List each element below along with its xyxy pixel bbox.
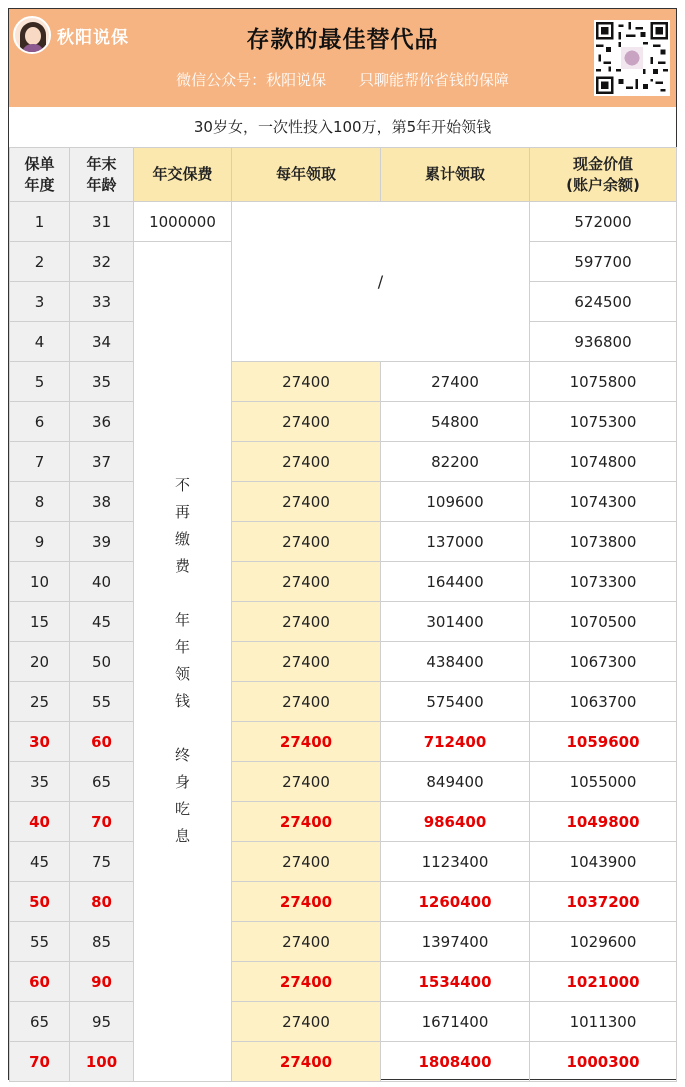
table-row <box>10 682 677 722</box>
cell-annual-payout: 27400 <box>232 1042 381 1082</box>
cell-annual-payout: 27400 <box>232 442 381 482</box>
cell-age: 31 <box>70 202 134 242</box>
cell-cumulative-payout: 1808400 <box>381 1042 530 1082</box>
cell-policy-year: 35 <box>10 762 70 802</box>
note-char: 年 <box>174 611 190 629</box>
cell-policy-year: 6 <box>10 402 70 442</box>
cell-cumulative-payout: 301400 <box>381 602 530 642</box>
cell-cumulative-payout: 1260400 <box>381 882 530 922</box>
cell-policy-year: 40 <box>10 802 70 842</box>
header-cash-value-line2: (账户余额) <box>566 175 640 194</box>
brand-name: 秋阳说保 <box>57 27 129 48</box>
note-char: 身 <box>174 773 190 791</box>
no-payout-slash: / <box>232 202 530 362</box>
cell-policy-year: 20 <box>10 642 70 682</box>
cell-cumulative-payout: 1397400 <box>381 922 530 962</box>
cell-age: 95 <box>70 1002 134 1042</box>
cell-annual-payout: 27400 <box>232 882 381 922</box>
table-row <box>10 722 677 762</box>
cell-age: 35 <box>70 362 134 402</box>
cell-annual-payout: 27400 <box>232 962 381 1002</box>
cell-age: 55 <box>70 682 134 722</box>
slogan: 只聊能帮你省钱的保障 <box>358 71 509 89</box>
scenario-caption: 30岁女，一次性投入100万，第5年开始领钱 <box>9 107 676 148</box>
table-row <box>10 802 677 842</box>
header-banner <box>9 9 676 107</box>
cell-age: 75 <box>70 842 134 882</box>
cell-cumulative-payout: 438400 <box>381 642 530 682</box>
header-policy-year <box>10 148 70 202</box>
table-row <box>10 642 677 682</box>
cell-age: 36 <box>70 402 134 442</box>
cell-cumulative-payout: 849400 <box>381 762 530 802</box>
cell-policy-year: 9 <box>10 522 70 562</box>
cell-cash-value: 936800 <box>530 322 677 362</box>
cell-policy-year: 10 <box>10 562 70 602</box>
cell-annual-payout: 27400 <box>232 602 381 642</box>
cell-policy-year: 65 <box>10 1002 70 1042</box>
header-annual-payout: 每年领取 <box>232 148 381 202</box>
cell-cash-value: 1067300 <box>530 642 677 682</box>
header-cumulative-payout: 累计领取 <box>381 148 530 202</box>
cell-annual-payout: 27400 <box>232 522 381 562</box>
cell-premium: 1000000 <box>134 202 232 242</box>
cell-cash-value: 1075800 <box>530 362 677 402</box>
cell-annual-payout: 27400 <box>232 362 381 402</box>
cell-cash-value: 1011300 <box>530 1002 677 1042</box>
cell-policy-year: 45 <box>10 842 70 882</box>
cell-cash-value: 1073800 <box>530 522 677 562</box>
cell-age: 70 <box>70 802 134 842</box>
table-row <box>10 522 677 562</box>
cell-age: 45 <box>70 602 134 642</box>
cell-annual-payout: 27400 <box>232 562 381 602</box>
table-row <box>10 1042 677 1082</box>
table-row <box>10 602 677 642</box>
header-policy-year-line1: 保单 <box>24 154 55 173</box>
note-char: 缴 <box>174 530 190 548</box>
cell-cash-value: 1049800 <box>530 802 677 842</box>
cell-cash-value: 1074800 <box>530 442 677 482</box>
note-char: 不 <box>174 476 190 494</box>
cell-annual-payout: 27400 <box>232 682 381 722</box>
cell-age: 50 <box>70 642 134 682</box>
qr-code-icon <box>594 20 670 96</box>
table-row <box>10 402 677 442</box>
table-row <box>10 882 677 922</box>
cell-age: 32 <box>70 242 134 282</box>
cell-cash-value: 572000 <box>530 202 677 242</box>
cell-age: 37 <box>70 442 134 482</box>
cell-age: 80 <box>70 882 134 922</box>
cell-cumulative-payout: 986400 <box>381 802 530 842</box>
cell-policy-year: 7 <box>10 442 70 482</box>
cell-annual-payout: 27400 <box>232 802 381 842</box>
cell-age: 85 <box>70 922 134 962</box>
note-char: 再 <box>174 503 190 521</box>
cell-annual-payout: 27400 <box>232 642 381 682</box>
cell-cash-value: 1063700 <box>530 682 677 722</box>
table-row <box>10 842 677 882</box>
cell-policy-year: 50 <box>10 882 70 922</box>
cell-cumulative-payout: 137000 <box>381 522 530 562</box>
note-char: 年 <box>174 638 190 656</box>
cell-annual-payout: 27400 <box>232 762 381 802</box>
note-group-a <box>134 472 231 580</box>
cell-cash-value: 1075300 <box>530 402 677 442</box>
cell-policy-year: 55 <box>10 922 70 962</box>
cell-annual-payout: 27400 <box>232 402 381 442</box>
cell-cumulative-payout: 27400 <box>381 362 530 402</box>
table-body <box>10 202 677 1082</box>
cell-cash-value: 1073300 <box>530 562 677 602</box>
table-row <box>10 442 677 482</box>
cell-cash-value: 1059600 <box>530 722 677 762</box>
header-age-line2: 年龄 <box>86 175 117 194</box>
cell-cash-value: 1055000 <box>530 762 677 802</box>
header-cash-value <box>530 148 677 202</box>
cell-policy-year: 8 <box>10 482 70 522</box>
cell-annual-payout: 27400 <box>232 922 381 962</box>
cell-age: 60 <box>70 722 134 762</box>
cell-policy-year: 60 <box>10 962 70 1002</box>
cell-cash-value: 1021000 <box>530 962 677 1002</box>
cell-age: 34 <box>70 322 134 362</box>
cell-age: 38 <box>70 482 134 522</box>
benefit-table <box>9 147 677 1082</box>
cell-cash-value: 1037200 <box>530 882 677 922</box>
cell-cumulative-payout: 1671400 <box>381 1002 530 1042</box>
cell-policy-year: 4 <box>10 322 70 362</box>
header-policy-year-line2: 年度 <box>24 175 55 194</box>
cell-age: 39 <box>70 522 134 562</box>
cell-annual-payout: 27400 <box>232 482 381 522</box>
table-row <box>10 202 677 242</box>
page-title: 存款的最佳替代品 <box>246 27 439 53</box>
cell-cumulative-payout: 712400 <box>381 722 530 762</box>
cell-cash-value: 1074300 <box>530 482 677 522</box>
cell-policy-year: 3 <box>10 282 70 322</box>
cell-annual-payout: 27400 <box>232 1002 381 1042</box>
note-group-c <box>134 742 231 850</box>
cell-cumulative-payout: 1123400 <box>381 842 530 882</box>
cell-policy-year: 30 <box>10 722 70 762</box>
cell-annual-payout: 27400 <box>232 842 381 882</box>
cell-age: 65 <box>70 762 134 802</box>
table-row <box>10 362 677 402</box>
cell-age: 90 <box>70 962 134 1002</box>
cell-cash-value: 1029600 <box>530 922 677 962</box>
cell-cumulative-payout: 54800 <box>381 402 530 442</box>
header-age <box>70 148 134 202</box>
table-row <box>10 762 677 802</box>
cell-policy-year: 5 <box>10 362 70 402</box>
header-age-line1: 年末 <box>86 154 117 173</box>
header-annual-premium: 年交保费 <box>134 148 232 202</box>
cell-cumulative-payout: 575400 <box>381 682 530 722</box>
cell-cumulative-payout: 82200 <box>381 442 530 482</box>
subtitle-line <box>9 69 676 90</box>
table-row <box>10 562 677 602</box>
cell-age: 40 <box>70 562 134 602</box>
no-more-payment-note <box>134 242 232 1082</box>
cell-policy-year: 15 <box>10 602 70 642</box>
cell-cash-value: 1043900 <box>530 842 677 882</box>
cell-policy-year: 2 <box>10 242 70 282</box>
note-char: 领 <box>174 665 190 683</box>
note-group-b <box>134 607 231 715</box>
note-char: 费 <box>174 557 190 575</box>
cell-age: 33 <box>70 282 134 322</box>
cell-policy-year: 1 <box>10 202 70 242</box>
cell-cumulative-payout: 109600 <box>381 482 530 522</box>
cell-cumulative-payout: 164400 <box>381 562 530 602</box>
cell-cash-value: 1000300 <box>530 1042 677 1082</box>
note-char: 钱 <box>174 692 190 710</box>
note-char: 息 <box>174 827 190 845</box>
cell-age: 100 <box>70 1042 134 1082</box>
poster-frame <box>8 8 677 1080</box>
table-row <box>10 1002 677 1042</box>
table-row <box>10 962 677 1002</box>
cell-cash-value: 1070500 <box>530 602 677 642</box>
note-char: 终 <box>174 746 190 764</box>
note-char: 吃 <box>174 800 190 818</box>
cell-policy-year: 70 <box>10 1042 70 1082</box>
table-row <box>10 922 677 962</box>
cell-cash-value: 624500 <box>530 282 677 322</box>
header-cash-value-line1: 现金价值 <box>572 154 633 173</box>
cell-cash-value: 597700 <box>530 242 677 282</box>
cell-policy-year: 25 <box>10 682 70 722</box>
cell-cumulative-payout: 1534400 <box>381 962 530 1002</box>
wechat-account-label: 微信公众号：秋阳说保 <box>176 71 327 89</box>
table-row <box>10 482 677 522</box>
cell-annual-payout: 27400 <box>232 722 381 762</box>
